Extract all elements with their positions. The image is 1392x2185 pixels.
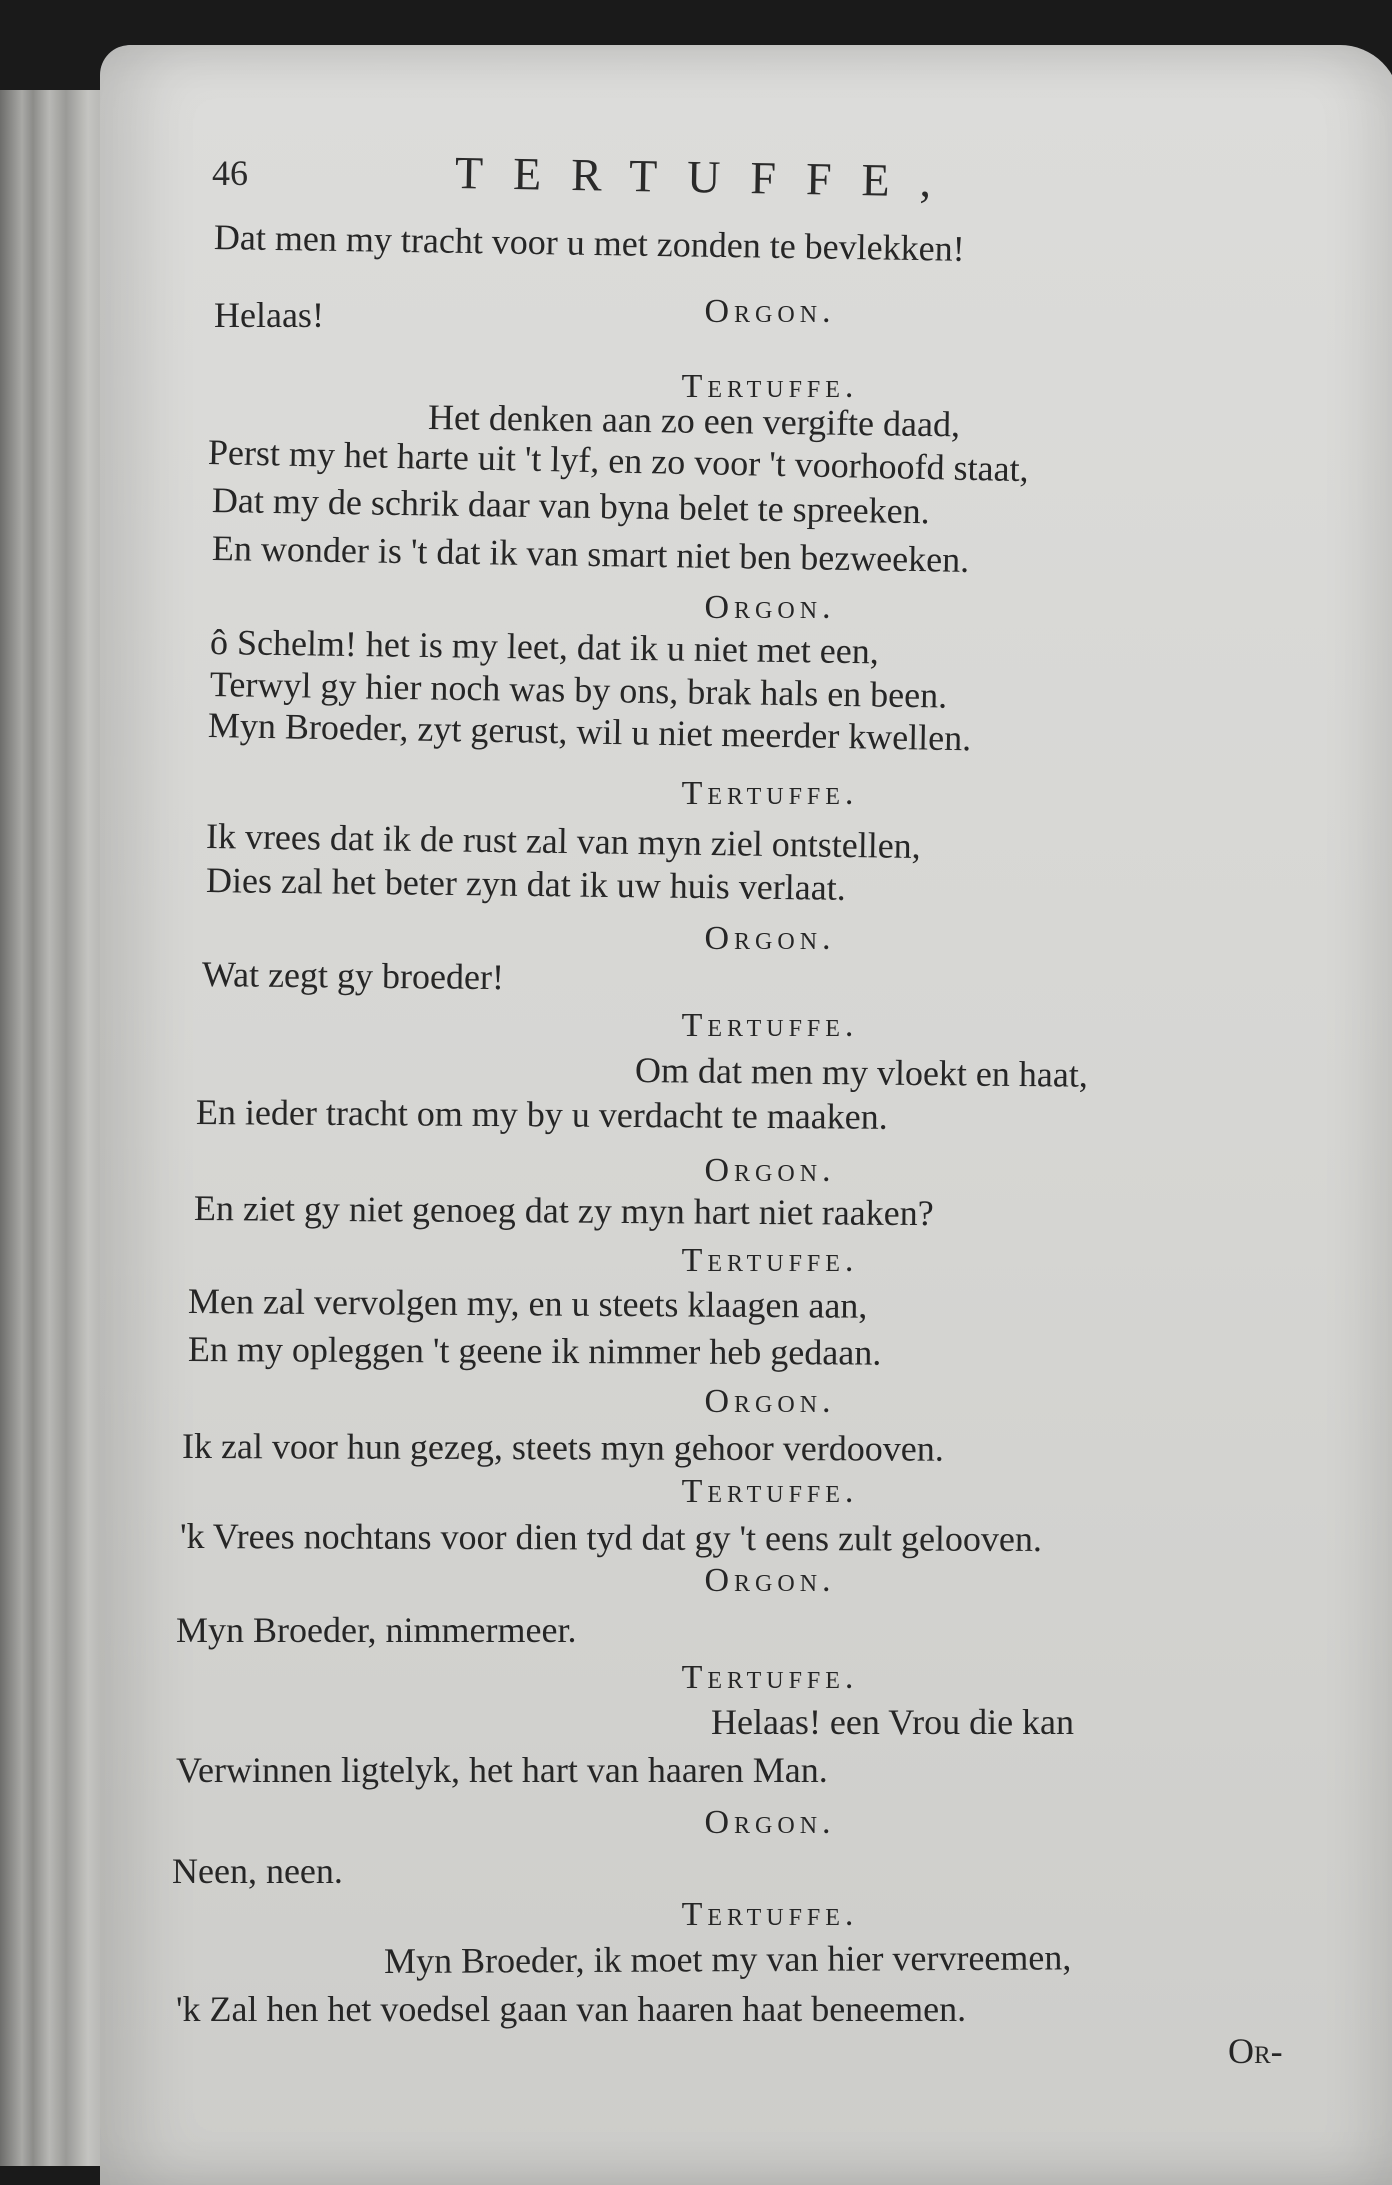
speaker-heading: Orgon. [704, 293, 836, 330]
verse-line: ô Schelm! het is my leet, dat ik u niet met een, [209, 622, 880, 672]
verse-line: 'k Vrees nochtans voor dien tyd dat gy 't eens zult gelooven. [179, 1516, 1043, 1560]
running-title: TERTUFFE, [454, 147, 962, 207]
verse-line: Wat zegt gy broeder! [201, 954, 505, 998]
verse-line: Men zal vervolgen my, en u steets klaagen aan, [187, 1281, 868, 1326]
verse-line: Myn Broeder, zyt gerust, wil u niet meerder kwellen. [207, 705, 972, 759]
verse-line: En ieder tracht om my by u verdacht te maaken. [195, 1092, 888, 1137]
page-number: 46 [212, 153, 248, 193]
verse-line: Terwyl gy hier noch was by ons, brak hals en been. [209, 664, 948, 716]
verse-line: En wonder is 't dat ik van smart niet ben bezweeken. [211, 528, 970, 580]
speaker-heading: Orgon. [704, 1383, 836, 1420]
speaker-heading: Tertuffe. [681, 775, 859, 812]
verse-line: Om dat men my vloekt en haat, [634, 1050, 1089, 1095]
verse-line: Het denken aan zo een vergifte daad, [427, 397, 961, 445]
speaker-heading: Tertuffe. [681, 1007, 859, 1044]
verse-line: Dat my de schrik daar van byna belet te spreeken. [211, 480, 930, 532]
verse-line: Verwinnen ligtelyk, het hart van haaren Man. [176, 1750, 828, 1790]
speaker-heading: Tertuffe. [681, 1896, 859, 1933]
verse-line: En my opleggen 't geene ik nimmer heb gedaan. [187, 1329, 882, 1373]
verse-line: Ik vrees dat ik de rust zal van myn ziel ontstellen, [205, 816, 921, 866]
catchword: Or- [1228, 2031, 1283, 2071]
speaker-heading: Orgon. [704, 920, 836, 957]
speaker-heading: Orgon. [704, 1562, 836, 1599]
verse-line: Helaas! een Vrou die kan [711, 1702, 1075, 1742]
speaker-heading: Tertuffe. [681, 368, 859, 405]
verse-line: Dies zal het beter zyn dat ik uw huis verlaat. [205, 860, 846, 908]
verse-line: Dat men my tracht voor u met zonden te bevlekken! [213, 217, 965, 269]
speaker-heading: Tertuffe. [681, 1242, 859, 1279]
speaker-heading: Orgon. [704, 589, 836, 626]
verse-line: 'k Zal hen het voedsel gaan van haaren haat beneemen. [176, 1989, 967, 2029]
speaker-heading: Tertuffe. [681, 1473, 859, 1510]
verse-line: Myn Broeder, ik moet my van hier vervreemen, [383, 1937, 1072, 1981]
verse-line: En ziet gy niet genoeg dat zy myn hart niet raaken? [193, 1188, 934, 1234]
speaker-heading: Orgon. [704, 1152, 836, 1189]
verse-line: Neen, neen. [172, 1851, 343, 1891]
verse-line: Helaas! [214, 295, 324, 335]
speaker-heading: Tertuffe. [681, 1659, 859, 1696]
verse-line: Myn Broeder, nimmermeer. [176, 1610, 577, 1650]
speaker-heading: Orgon. [704, 1804, 836, 1841]
verse-line: Perst my het harte uit 't lyf, en zo voor 't voorhoofd staat, [207, 432, 1030, 490]
verse-line: Ik zal voor hun gezeg, steets myn gehoor verdooven. [181, 1426, 944, 1469]
